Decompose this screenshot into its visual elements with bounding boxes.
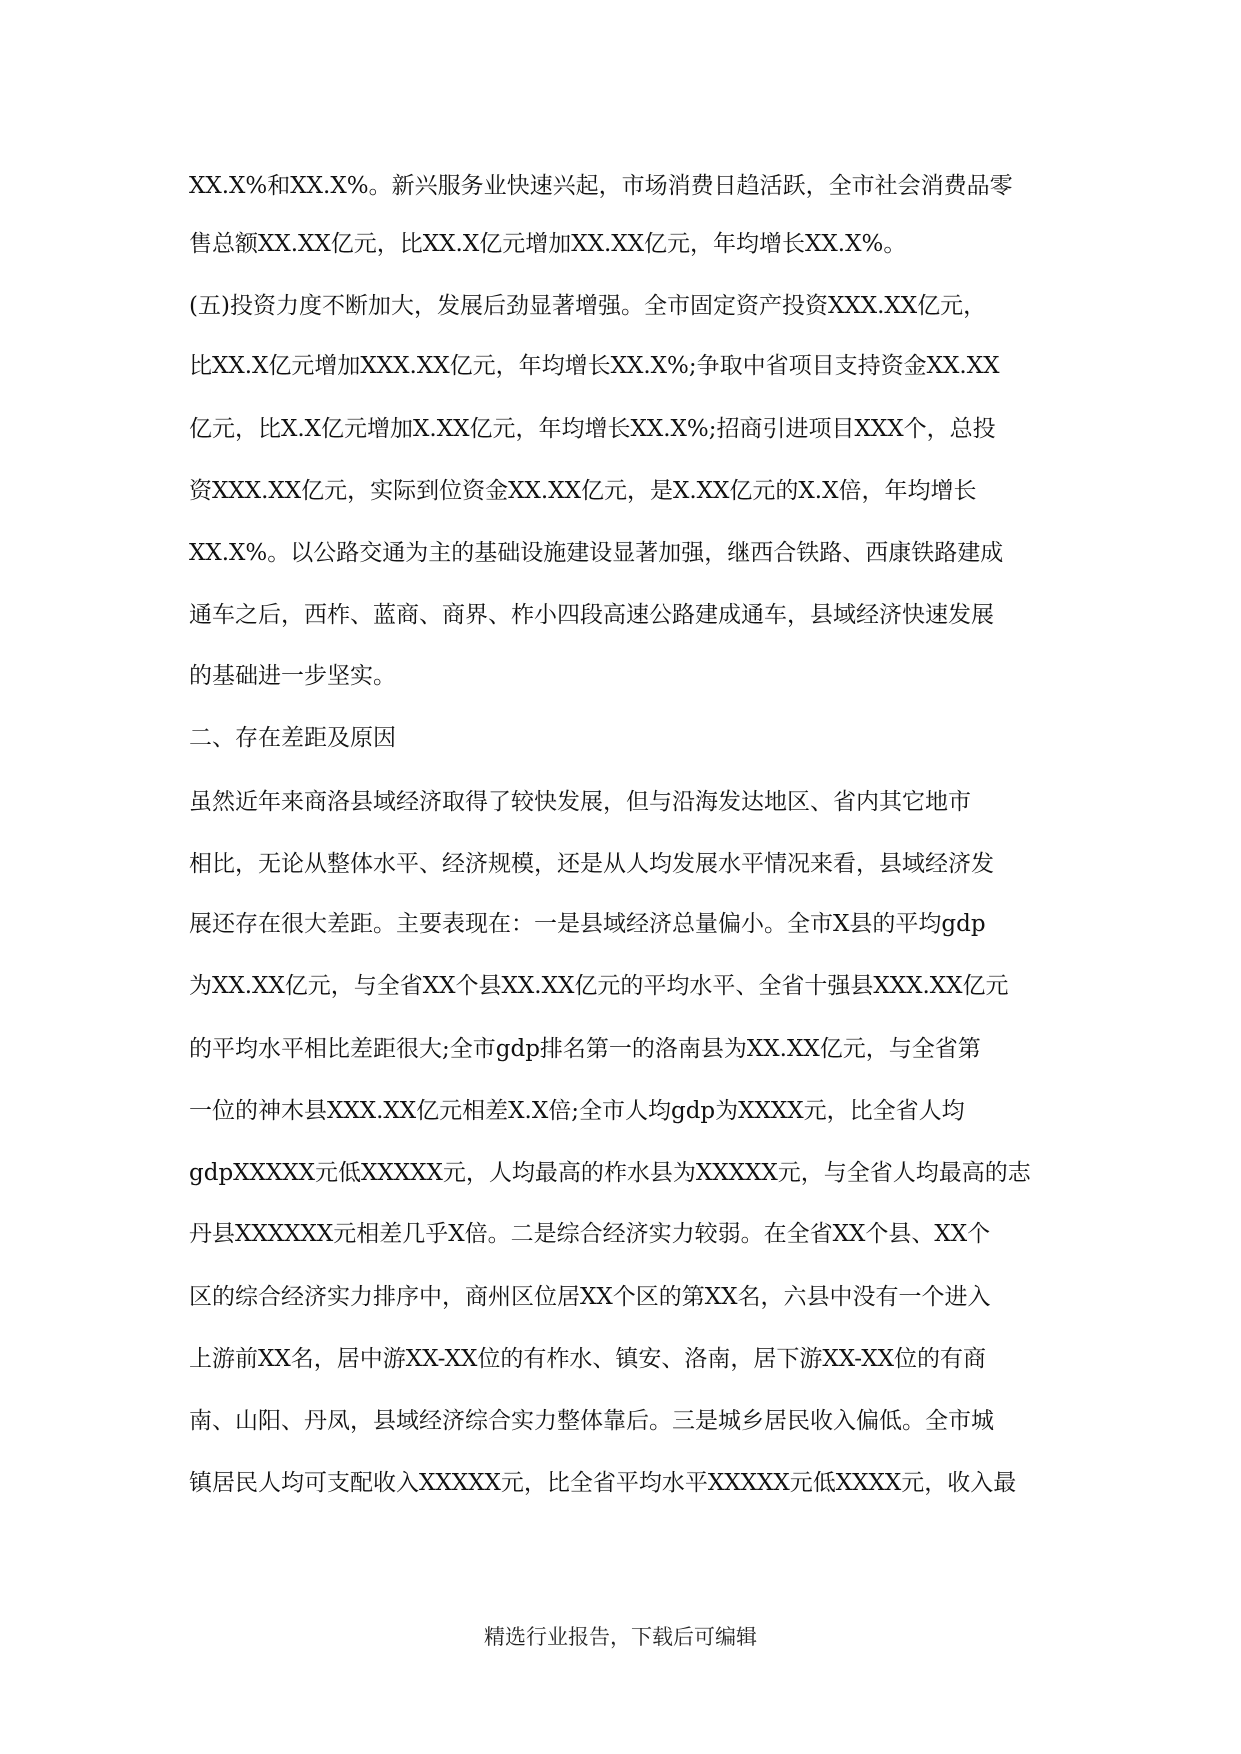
text-line: 通车之后，西柞、蓝商、商界、柞小四段高速公路建成通车，县域经济快速发展 [189,602,994,628]
text-line: 亿元，比X.X亿元增加X.XX亿元，年均增长XX.X%;招商引进项目XXX个，总投 [189,416,996,442]
text-line: 丹县XXXXXX元相差几乎X倍。二是综合经济实力较弱。在全省XX个县、XX个 [189,1221,991,1247]
text-line: XX.X%和XX.X%。新兴服务业快速兴起，市场消费日趋活跃，全市社会消费品零 [189,173,1013,199]
text-line: 为XX.XX亿元，与全省XX个县XX.XX亿元的平均水平、全省十强县XXX.XX亿元 [189,973,1009,999]
text-line: 的基础进一步坚实。 [189,663,396,689]
text-line: 展还存在很大差距。主要表现在：一是县域经济总量偏小。全市X县的平均gdp [189,911,986,937]
text-line: 资XXX.XX亿元，实际到位资金XX.XX亿元，是X.XX亿元的X.X倍，年均增长 [189,478,977,504]
text-line: XX.X%。以公路交通为主的基础设施建设显著加强，继西合铁路、西康铁路建成 [189,540,1004,566]
text-line: (五)投资力度不断加大，发展后劲显著增强。全市固定资产投资XXX.XX亿元， [189,293,987,319]
text-line: 相比，无论从整体水平、经济规模，还是从人均发展水平情况来看，县域经济发 [189,851,994,877]
section-heading: 二、存在差距及原因 [189,725,396,751]
text-line: 一位的神木县XXX.XX亿元相差X.X倍;全市人均gdp为XXXX元，比全省人均 [189,1098,965,1124]
text-line: 镇居民人均可支配收入XXXXX元，比全省平均水平XXXXX元低XXXX元，收入最 [189,1470,1017,1496]
text-line: 的平均水平相比差距很大;全市gdp排名第一的洛南县为XX.XX亿元，与全省第 [189,1036,981,1062]
text-line: gdpXXXXX元低XXXXX元，人均最高的柞水县为XXXXX元，与全省人均最高的志 [189,1160,1031,1186]
text-line: 南、山阳、丹凤，县域经济综合实力整体靠后。三是城乡居民收入偏低。全市城 [189,1408,994,1434]
text-line: 上游前XX名，居中游XX-XX位的有柞水、镇安、洛南，居下游XX-XX位的有商 [189,1346,987,1372]
text-line: 虽然近年来商洛县域经济取得了较快发展，但与沿海发达地区、省内其它地市 [189,789,971,815]
text-line: 售总额XX.XX亿元，比XX.X亿元增加XX.XX亿元，年均增长XX.X%。 [189,231,907,257]
text-line: 比XX.X亿元增加XXX.XX亿元，年均增长XX.X%;争取中省项目支持资金XX.XX [189,353,1000,379]
text-line: 区的综合经济实力排序中，商州区位居XX个区的第XX名，六县中没有一个进入 [189,1284,991,1310]
page-footer: 精选行业报告，下载后可编辑 [484,1625,757,1649]
